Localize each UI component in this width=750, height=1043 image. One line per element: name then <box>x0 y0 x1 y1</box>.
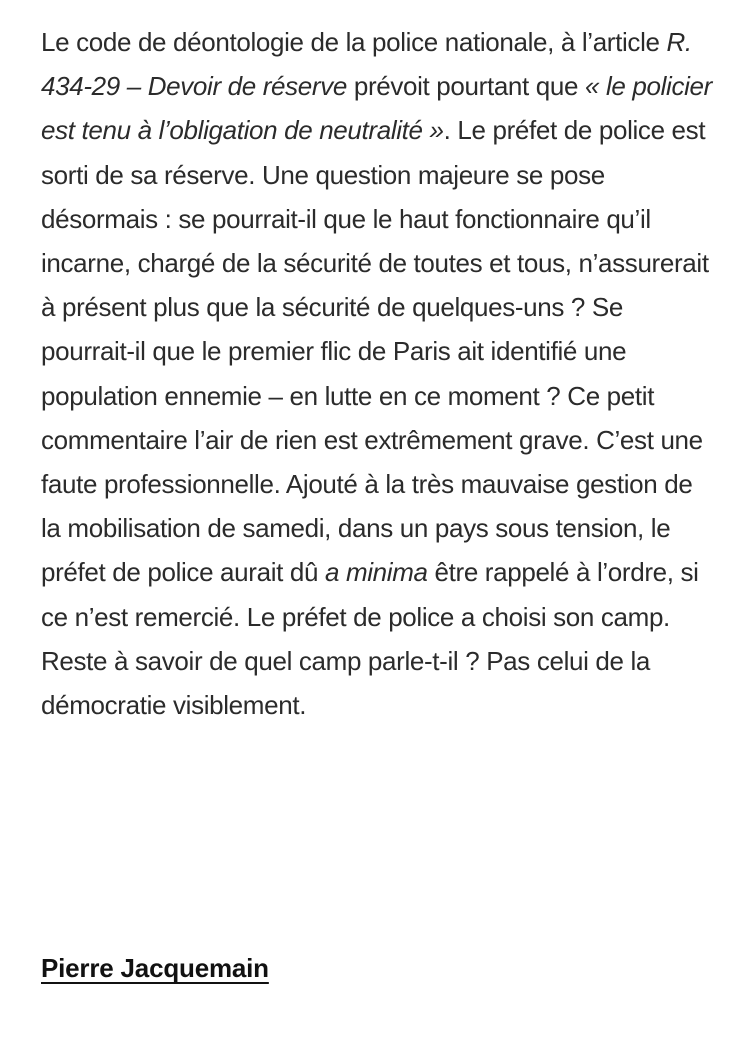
author-link[interactable]: Pierre Jacquemain <box>41 953 269 983</box>
paragraph-text: Le code de déontologie de la police nationale, à l’article <box>41 27 667 57</box>
article-body <box>41 20 716 727</box>
italic-quote: « le policier est tenu à l’obligation de neutralité » <box>41 71 712 146</box>
paragraph-text: être rappelé à l’ordre, si ce n’est remercié. Le préfet de police a choisi son camp. Reste à savoir de quel camp parle-t-il ? Pas celui de la démocratie visiblement. <box>41 557 699 721</box>
paragraph-text: prévoit pourtant que <box>346 71 585 102</box>
article-paragraph <box>41 20 716 727</box>
italic-reference: R. 434-29 – Devoir de réserve <box>41 27 692 102</box>
italic-phrase: a minima <box>324 557 428 588</box>
paragraph-text: . Le préfet de police est sorti de sa réserve. Une question majeure se pose désormais : se pourrait-il que le haut fonctionnaire qu’il incarne, chargé de la sécurité de toutes et tous, n’assurerait à présent plus que la sécurité de quelques-uns ? Se pourrait-il que le premier flic de Paris ait identifié une population ennemie – en lutte en ce moment ? Ce petit commentaire l’air de rien est extrêmement grave. C’est une faute professionnelle. Ajouté à la très mauvaise gestion de la mobilisation de samedi, dans un pays sous tension, le préfet de police aurait dû <box>41 115 709 588</box>
